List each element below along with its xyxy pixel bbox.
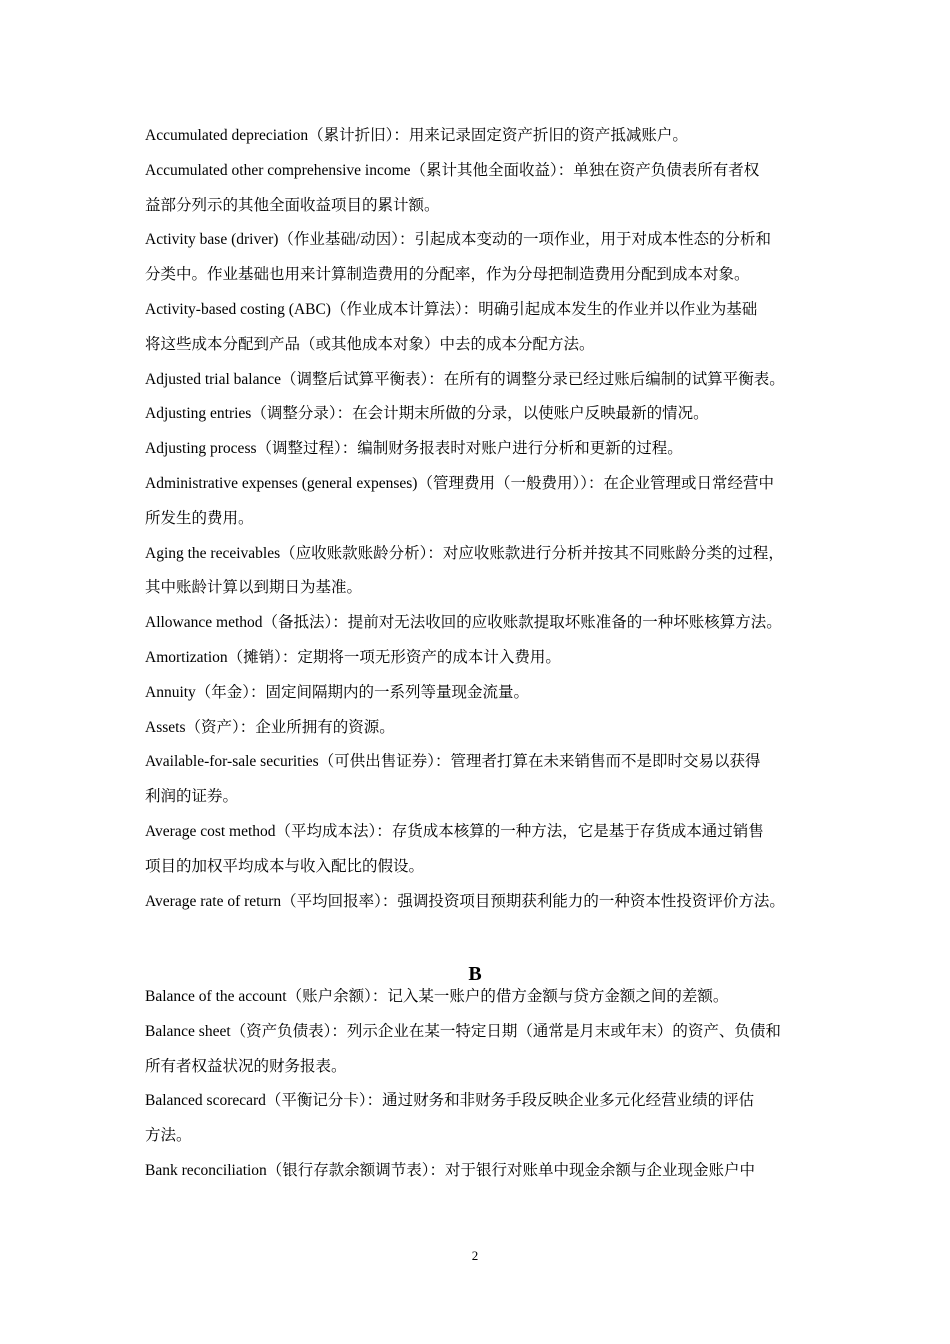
- glossary-line: Activity-based costing (ABC)（作业成本计算法）：明确引起成本发生的作业并以作业为基础: [145, 300, 758, 318]
- glossary-line: Adjusting entries（调整分录）：在会计期末所做的分录，以使账户反映最新的情况。: [145, 405, 709, 423]
- glossary-line: Average cost method（平均成本法）：存货成本核算的一种方法，它是基于存货成本通过销售: [145, 822, 764, 840]
- glossary-line: 利润的证券。: [145, 788, 239, 806]
- glossary-line: 方法。: [145, 1127, 192, 1145]
- glossary-line: Accumulated depreciation（累计折旧）：用来记录固定资产折旧的资产抵减账户。: [145, 127, 688, 144]
- glossary-line: Accumulated other comprehensive income（累计其他全面收益）：单独在资产负债表所有者权: [145, 161, 760, 179]
- page-number: 2: [471, 1248, 479, 1263]
- glossary-line: 项目的加权平均成本与收入配比的假设。: [145, 857, 425, 875]
- glossary-line: 分类中。作业基础也用来计算制造费用的分配率，作为分母把制造费用分配到成本对象。: [145, 266, 750, 284]
- glossary-line: Balance of the account（账户余额）：记入某一账户的借方金额与贷方金额之间的差额。: [145, 988, 729, 1005]
- glossary-line: Administrative expenses (general expenses)（管理费用（一般费用））：在企业管理或日常经营中: [145, 474, 774, 492]
- glossary-line: Allowance method（备抵法）：提前对无法收回的应收账款提取坏账准备的一种坏账核算方法。: [145, 614, 782, 632]
- glossary-line: 益部分列示的其他全面收益项目的累计额。: [145, 196, 440, 214]
- glossary-line: Annuity（年金）：固定间隔期内的一系列等量现金流量。: [145, 683, 530, 701]
- glossary-line: 将这些成本分配到产品（或其他成本对象）中去的成本分配方法。: [145, 335, 595, 353]
- glossary-line: Amortization（摊销）：定期将一项无形资产的成本计入费用。: [145, 648, 561, 666]
- glossary-line: Aging the receivables（应收账款账龄分析）：对应收账款进行分析并按其不同账龄分类的过程，: [145, 544, 784, 562]
- glossary-line: Adjusting process（调整过程）：编制财务报表时对账户进行分析和更新的过程。: [145, 440, 683, 458]
- section-heading: B: [468, 963, 482, 985]
- glossary-line: Adjusted trial balance（调整后试算平衡表）：在所有的调整分录已经过账后编制的试算平衡表。: [145, 370, 785, 388]
- glossary-line: Balance sheet（资产负债表）：列示企业在某一特定日期（通常是月末或年末）的资产、负债和: [145, 1022, 781, 1040]
- glossary-line: 其中账龄计算以到期日为基准。: [145, 579, 363, 597]
- glossary-line: Available-for-sale securities（可供出售证券）：管理者打算在未来销售而不是即时交易以获得: [145, 753, 761, 771]
- glossary-line: Bank reconciliation（银行存款余额调节表）：对于银行对账单中现金余额与企业现金账户中: [145, 1161, 756, 1179]
- glossary-line: Activity base (driver)（作业基础/动因）：引起成本变动的一项作业，用于对成本性态的分析和: [145, 231, 771, 249]
- glossary-line: 所发生的费用。: [145, 509, 254, 527]
- glossary-section-a: [145, 124, 820, 924]
- glossary-line: Balanced scorecard（平衡记分卡）：通过财务和非财务手段反映企业多元化经营业绩的评估: [145, 1092, 755, 1110]
- glossary-line: 所有者权益状况的财务报表。: [145, 1057, 347, 1075]
- glossary-line: Average rate of return（平均回报率）：强调投资项目预期获利能力的一种资本性投资评价方法。: [145, 892, 785, 910]
- glossary-section-b: [145, 985, 820, 1194]
- glossary-line: Assets（资产）：企业所拥有的资源。: [145, 718, 395, 736]
